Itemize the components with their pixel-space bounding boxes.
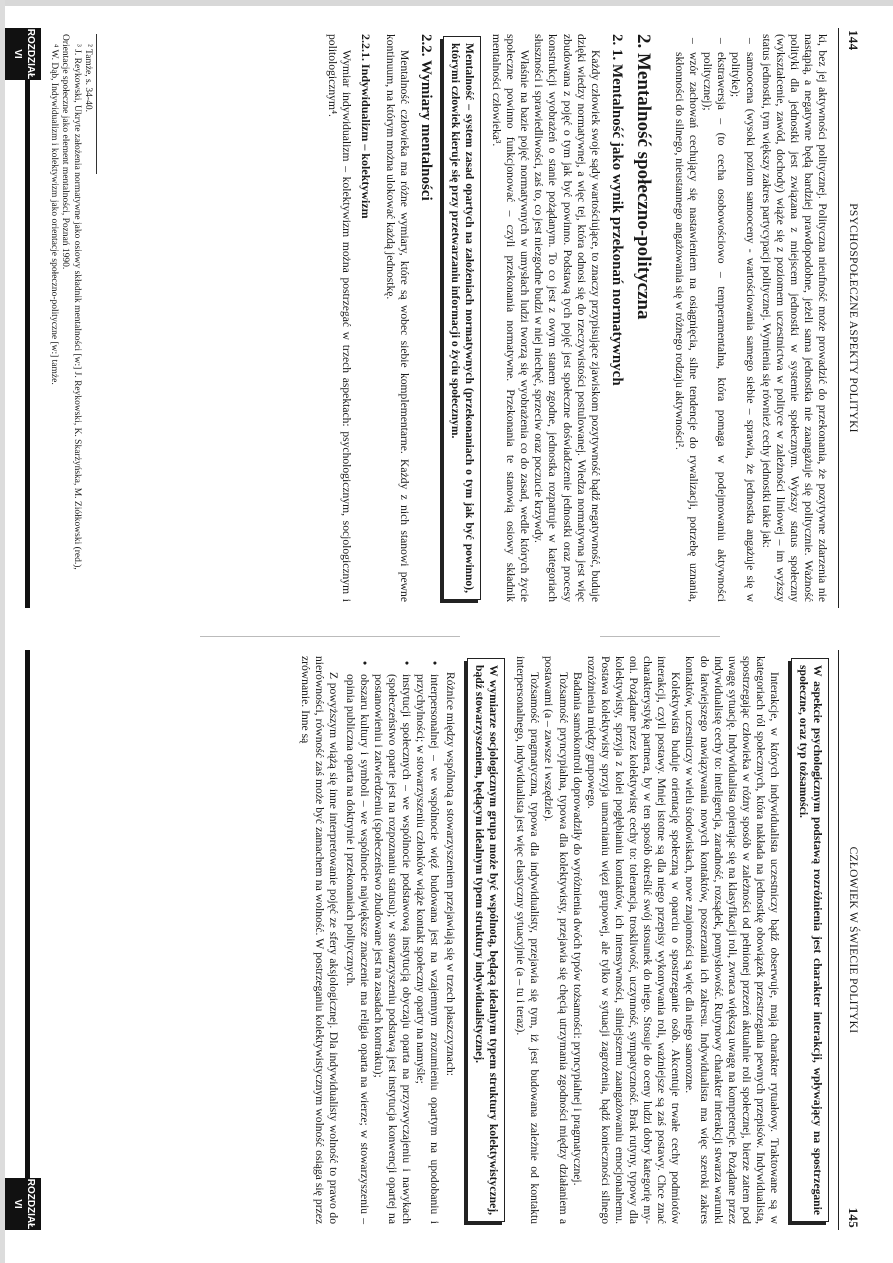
intro-paragraph: ki, bez jej aktywności politycznej. Polityczna nieufność może prowadzić do przekonania, że pozytywne zdarzenia nie nastąpią, a negatywne będą bardziej prawdopodobne, jeżeli sama jednostka nie zaangażuje się politycznie. Ważność polityki dla jednostki jest związana z miejscem jednostki w systemie społecznym. Wyższy status społeczny (wykształcenie, zawód, dochody) wiąże się z poziomem uczestnictwa w polityce w zależności liniowej – im wyższy status jednostki, tym większy zakres partycypacji politycznej. Wymienia się również cechy jednostki takie jak: xyxy=(759,34,829,602)
footnote: ⁴ W. Dąb, Indywidualizm i kolektywizm jako orientacje społeczno-polityczne [w:] tamże. xyxy=(48,44,59,385)
page-bottom-rule xyxy=(25,650,30,1230)
page-body xyxy=(45,656,829,1224)
running-header xyxy=(838,650,865,1230)
footnote-rule xyxy=(96,34,97,174)
list-item: • obszaru kultury i symboli – we wspólnocie największe znaczenie ma religia oparta na wierze; w stowarzyszeniu – opinia publiczna oparta na doktrynie i przekonaniach politycznych. xyxy=(342,674,370,1224)
paragraph: Właśnie na bazie pojęć normatywnych w umysłach ludzi tworzą się wyobrażenia co do zasad, wedle których życie społeczne powinno funkcjonować – czyli przekonania normatywne. Przekonania te stanowią osiowy składnik mentalności człowieka³. xyxy=(490,34,532,602)
scan-artifact xyxy=(200,636,460,637)
scan-artifact xyxy=(600,636,720,637)
chapter-heading: 2. Mentalność społeczno-polityczna xyxy=(632,34,654,320)
page-number: 145 xyxy=(846,1207,861,1228)
subsection-heading: 2.2.1. Indywidualizm – kolektywizm xyxy=(358,34,373,219)
paragraph: Każdy człowiek swoje sądy wartościujące, to znaczy przypisujące zjawiskom pozytywność bądź negatywność, buduje dzięki wiedzy normatywnej, a więc tej, która odnosi się do rzeczywistości postulowanej. Wiedza normatywna jest więc zbudowana z pojęć o tym jak być powinno. Podstawą tych pojęć jest społeczne doświadczenie jednostki oraz procesy konstrukcji wyobrażeń o stanie pożądanym. To co jest z owym stanem zgodne, jednostka rozpatruje w kategoriach słuszności i sprawiedliwości, zaś to, co jest niezgodne budzi w niej niechęć, sprzeciw oraz poczucie krzywdy. xyxy=(532,34,602,602)
paragraph: Tożsamość pragmatyczna, typowa dla indywidualisty, przejawia się tym, iż jest budowana zależnie od kontaktu interpersonalnego, indywidualista jest więc elastyczny sytuacyjnie (a – tu i teraz). xyxy=(514,656,542,1224)
list-item: • interpersonalnej – we wspólnocie więź budowana jest na wzajemnym zrozumieniu opartym na upodobaniu i przychylności; w stowarzyszeniu członków wiąże kontakt społeczny oparty na namyśle; xyxy=(413,674,441,1224)
page-number: 144 xyxy=(846,30,861,51)
paragraph: Badania samokontroli doprowadziły do wyróżnienia dwóch typów tożsamości: pryncypialnej i pragmatycznej. xyxy=(570,672,584,1186)
section-heading: 2.2. Wymiary mentalności xyxy=(418,34,435,201)
trait-list xyxy=(672,34,757,602)
page-body xyxy=(45,34,829,602)
list-item: – samoocena (wysoki poziom samooceny - wartościowania samego siebie – sprawia, że jednostka angażuje się w polityke); xyxy=(728,52,756,602)
running-title: PSYCHOSPOŁECZNE ASPEKTY POLITYKI xyxy=(847,203,859,433)
list-item: • instytucji społecznych – we wspólnocie podstawową instytucją obyczaju oparta na przyzwyczajeniu i nawykach (społeczeństwo oparte jest na rozpoznaniu statusu); w stowarzyszeniu podstawą jest instytucja konwencji opartej na postanowieniu i zatwierdzeniu (społeczeństwo zbudowane jest na zasadach kontraktu); xyxy=(371,674,413,1224)
paragraph: Z powyższym wiążą się inne interpretowanie pojęć ze sfery aksjologicznej. Dla indywidualisty wolność to prawo do nierówności, równość zaś może być zamachem na wolność. W postrzeganiu kolektywistycznym wolność osiąga się przez zrównanie. Inne są xyxy=(299,656,341,1224)
section-heading: 2. 1. Mentalność jako wynik przekonań normatywnych xyxy=(608,34,625,386)
chapter-tab: ROZDZIAŁ VI xyxy=(5,1178,41,1230)
paragraph: Różnice między wspólnotą a stowarzyszeniem przejawiają się w trzech płaszczyznach: xyxy=(444,672,458,1076)
page-144 xyxy=(5,28,865,608)
footnotes xyxy=(47,34,97,602)
difference-list xyxy=(342,656,441,1224)
paragraph: Tożsamość pryncypialna, typowa dla kolektywisty, przejawia się chęcią utrzymania zgodności między działaniem a postawami (a – zawsze i wszędzie). xyxy=(542,656,570,1224)
running-title: CZŁOWIEK W ŚWIECIE POLITYKI xyxy=(847,846,859,1034)
definition-box: Mentalność – system zasad opartych na założeniach normatywnych (przekonaniach o tym jak być powinno), którymi człowiek kieruje się przy przetwarzaniu informacji o życiu społecznym. xyxy=(443,36,481,600)
sociological-box: W wymiarze socjologicznym grupa może być wspólnotą, będącą idealnym typem struktury kolektywistycznej, bądź stowarzyszeniem, będącym idealnym typem struktury indywidualistycznej. xyxy=(467,658,505,1222)
running-header xyxy=(838,28,865,608)
page-bottom-rule xyxy=(25,28,30,608)
footnote: ³ J. Reykowski, Ukryte założenia normatywne jako osiowy składnik mentalności [w:] J. Reykowski, K. Skarżyńska, M. Ziółkowski (red.), Orientacje społeczne jako element mentalności, Poznań 1990. xyxy=(60,34,82,570)
paragraph: Mentalność człowieka ma różne wymiary, które są wobec siebie komplementarne. Każdy z nich stanowi pewne kontinuum, na którym można ulokować każdą jednostkę. xyxy=(383,34,411,602)
paragraph: Interakcje, w których indywidualista uczestniczy bądź obserwuje, mają charakter rytuałowy. Traktowane są w kategoriach ról społecznych, która nakłada na jednostkę obowiązek przestrzegania pewnych przepisów. Indywidualista, spostrzegając człowieka w różny sposób w zależności od pełnionej przezeń aktualnie roli społecznej, bierze zatem pod uwagę sytuację. Indywidualista opierając się na klasyfikacji roli, zwraca większą uwagę na kompetencje. Pożądane przez indywidualistę cechy to: inteligencja, zaradność, rozsądek, pomysłowość. Rutynowy charakter interakcji stwarza warunki do łatwiejszego nawiązywania nowych kontaktów, poszerzania ich zakresu. Indywidualista ma więc szeroki zakres kontaktów, uczestniczy w wielu środowiskach, nowe znajomości są więc dla niego sanorozne. xyxy=(683,656,781,1224)
aspect-box: W aspekcie psychologicznym podstawą rozróżnienia jest charakter interakcji, wpływający na spostrzeganie społeczne, oraz typ tożsamości. xyxy=(791,658,829,1222)
paragraph: Kolektywista buduje orientację społeczną w oparciu o spostrzeganie osób. Akcentuje trwałe cechy podmiotów interakcji, czyli postawy. Mniej istotne są dla niego przepisy wykonywania roli, ważniejsze są zaś postawy. Chce znać charakterystykę partnera, by w ten sposób określić swój stosunek do niego. Stosuje do oceny ludzi dobry kategorię my-oni. Pożądane przez kolektywistę cechy to: tolerancja, troskliwość, uczynność, sympatyczność. Brak rutyny, typowy dla kolektywisty, sprzyja z kolei pogłębianiu kontaktów, ich intensywności, silniejszemu zaangażowaniu emocjonalnemu. Postawa kolektywisty sprzyja umacnianiu więzi grupowej, ale tylko w sytuacji zagrożenia, bądź konieczności silnego rozróżnienia między grupowego. xyxy=(584,656,683,1224)
list-item: – wzór zachowań cechujący się nastawieniem na osiągnięcia, silne tendencje do rywalizacji, potrzebę uznania, skłonności do silnego, nieustannego angażowania się w różnego rodzaju aktywności². xyxy=(672,52,700,602)
page-145 xyxy=(5,650,865,1230)
footnote: ² Tamże, s. 34-40. xyxy=(83,44,94,112)
list-item: – ekstrawersja – (to cecha osobowościowo – temperamentalna, która pomaga w podejmowaniu aktywności politycznej); xyxy=(700,52,728,602)
chapter-tab: ROZDZIAŁ VI xyxy=(5,28,41,80)
paragraph: Wymiar indywidualizm – kolektywizm można postrzegać w trzech aspektach: psychologicznym, socjologicznym i politologicznym⁴. xyxy=(325,34,353,602)
scan-edge-top xyxy=(0,0,893,6)
